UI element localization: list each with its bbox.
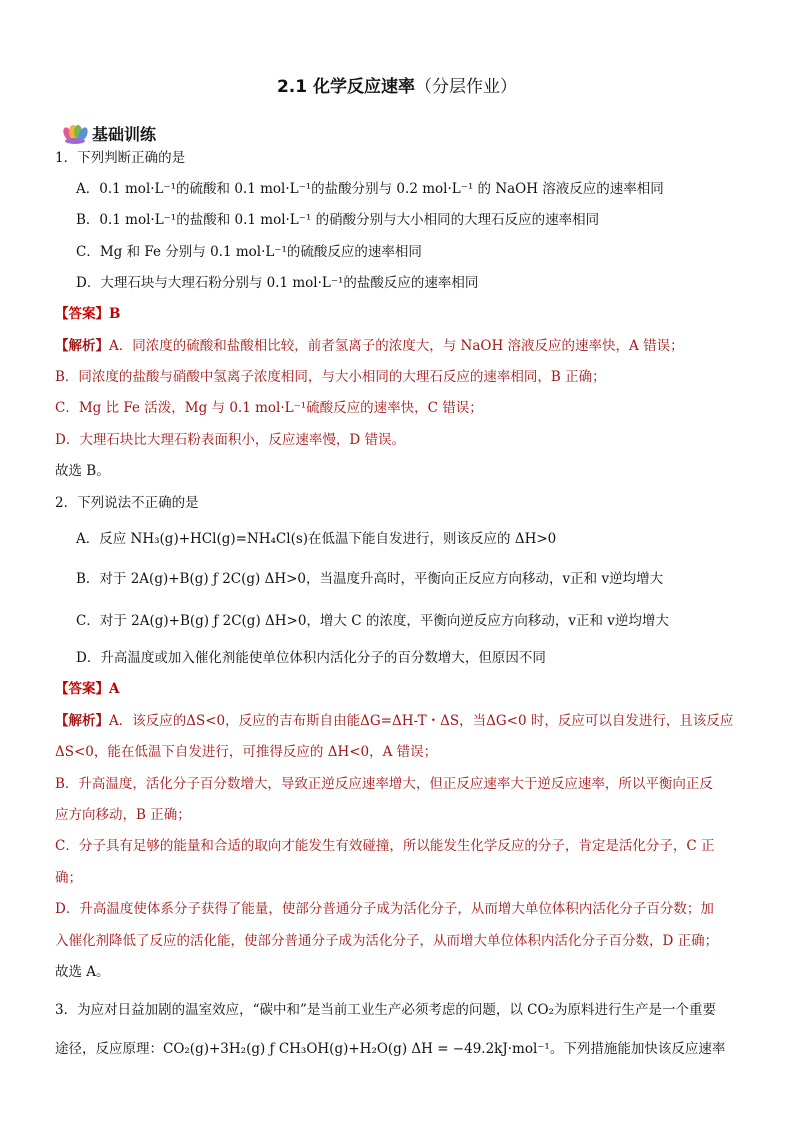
q2-option-b: B．对于 2A(g)+B(g) ƒ 2C(g) ΔH>0，当温度升高时，平衡向正反应方向移动，v正和 v逆均增大 [76,571,664,587]
q1-answer [55,308,120,322]
title-main: 2.1 化学反应速率 [276,77,416,97]
section-label: 基础训练 [92,125,157,144]
q2-explanation-c2: 确； [55,870,82,886]
q2-explanation-d1: D．升高温度使体系分子获得了能量，使部分普通分子成为活化分子，从而增大单位体积内活化分子百分数；加 [55,901,714,917]
q2-answer-label: 【答案】 [55,681,109,697]
q2-explanation-a2: ΔS<0，能在低温下自发进行，可推得反应的 ΔH<0，A 错误； [55,744,438,760]
q2-explanation-d2: 入催化剂降低了反应的活化能，使部分普通分子成为活化分子，从而增大单位体积内活化分子百分数，D 正确； [55,933,719,949]
q2-conclusion: 故选 A。 [55,964,110,980]
q1-option-a: A．0.1 mol·L⁻¹的硫酸和 0.1 mol·L⁻¹的盐酸分别与 0.2 mol·L⁻¹ 的 NaOH 溶液反应的速率相同 [76,181,664,197]
flower-icon [62,124,88,144]
q2-explanation-c1: C．分子具有足够的能量和合适的取向才能发生有效碰撞，所以能发生化学反应的分子，肯定是活化分子，C 正 [55,838,715,854]
q2-option-c: C．对于 2A(g)+B(g) ƒ 2C(g) ΔH>0，增大 C 的浓度，平衡向逆反应方向移动，v正和 v逆均增大 [76,613,669,629]
q2-option-a: A．反应 NH₃(g)+HCl(g)=NH₄Cl(s)在低温下能自发进行，则该反应的 ΔH>0 [76,531,557,547]
q1-explanation-c: C．Mg 比 Fe 活泼，Mg 与 0.1 mol·L⁻¹硫酸反应的速率快，C 错误； [55,400,483,416]
q2-explanation-b2: 应方向移动，B 正确； [55,807,191,823]
section-header [62,122,156,145]
q2-explanation-a1 [55,715,733,729]
page-title [0,72,794,97]
q1-stem: 1．下列判断正确的是 [55,150,186,166]
q2-exp-a1-text: A．该反应的ΔS<0，反应的吉布斯自由能ΔG=ΔH-T・ΔS，当ΔG<0 时，反应可以自发进行，且该反应 [109,713,734,729]
q1-explanation-d: D．大理石块比大理石粉表面积小，反应速率慢，D 错误。 [55,432,405,448]
q1-option-d: D．大理石块与大理石粉分别与 0.1 mol·L⁻¹的盐酸反应的速率相同 [76,275,479,291]
q2-stem: 2．下列说法不正确的是 [55,495,199,511]
q1-exp-tag: 【解析】 [55,338,109,354]
q1-answer-value: B [109,306,121,322]
q2-answer [55,683,119,697]
title-paren: （分层作业） [415,77,518,97]
q2-exp-tag: 【解析】 [55,713,109,729]
q1-conclusion: 故选 B。 [55,463,110,479]
q3-stem-line2: 途径，反应原理：CO₂(g)+3H₂(g) ƒ CH₃OH(g)+H₂O(g) ΔH = −49.2kJ·mol⁻¹。下列措施能加快该反应速率 [55,1041,726,1057]
q1-explanation-a [55,340,684,354]
q3-stem-line1: 3．为应对日益加剧的温室效应，“碳中和”是当前工业生产必须考虑的问题，以 CO₂为原料进行生产是一个重要 [55,1002,716,1018]
q1-option-c: C．Mg 和 Fe 分别与 0.1 mol·L⁻¹的硫酸反应的速率相同 [76,244,422,260]
q1-answer-label: 【答案】 [55,306,109,322]
q2-answer-value: A [109,681,120,697]
q2-option-d: D．升高温度或加入催化剂能使单位体积内活化分子的百分数增大，但原因不同 [76,650,546,666]
q1-exp-a-text: A．同浓度的硫酸和盐酸相比较，前者氢离子的浓度大，与 NaOH 溶液反应的速率快，A 错误； [109,338,684,354]
q1-option-b: B．0.1 mol·L⁻¹的盐酸和 0.1 mol·L⁻¹ 的硝酸分别与大小相同的大理石反应的速率相同 [76,212,600,228]
q2-explanation-b1: B．升高温度，活化分子百分数增大，导致正逆反应速率增大，但正反应速率大于逆反应速率，所以平衡向正反 [55,776,713,792]
q1-explanation-b: B．同浓度的盐酸与硝酸中氢离子浓度相同，与大小相同的大理石反应的速率相同，B 正确； [55,369,606,385]
